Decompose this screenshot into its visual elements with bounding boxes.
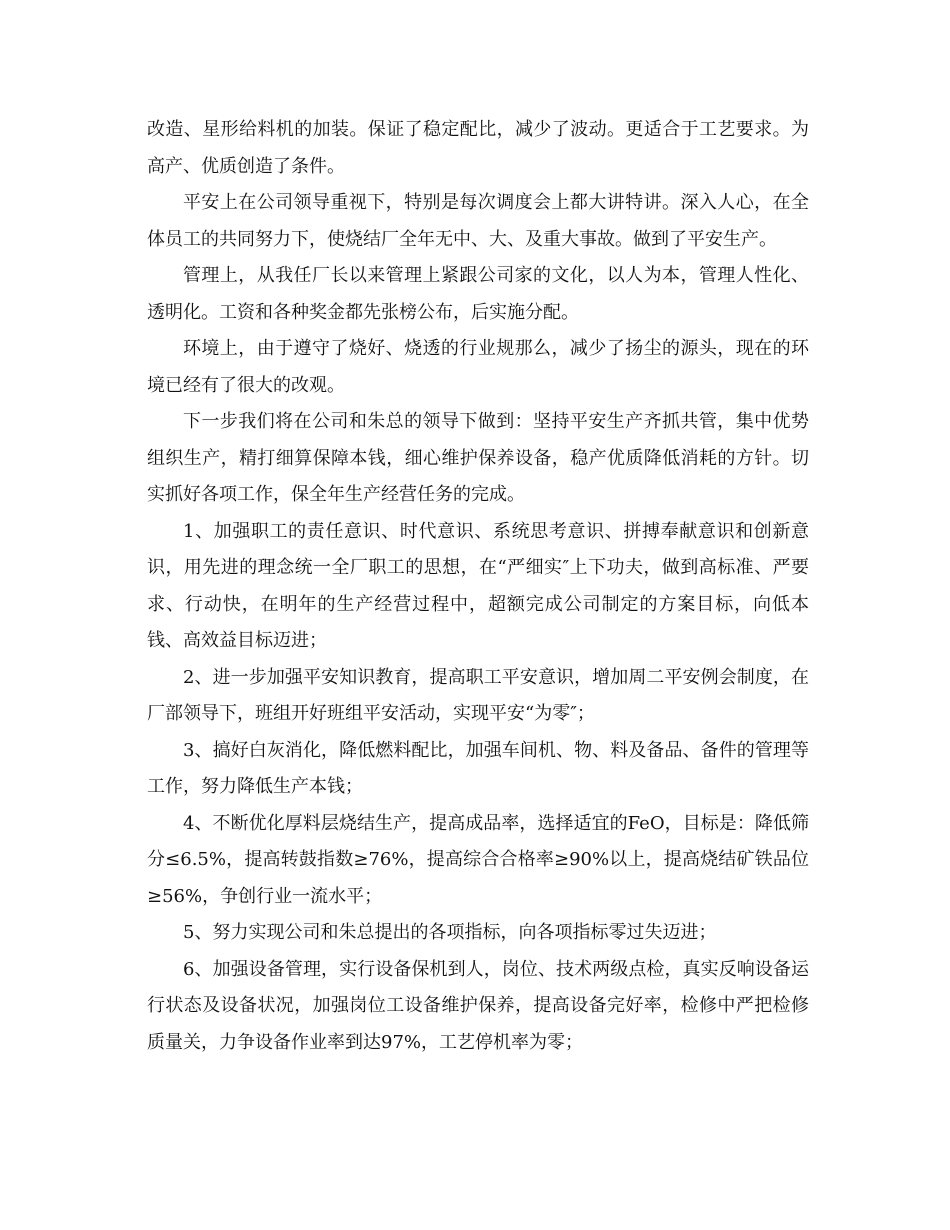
list-item-3: 3、搞好白灰消化，降低燃料配比，加强车间机、物、料及备品、备件的管理等工作，努力降低生产本钱； [147,739,809,797]
paragraph-next-steps: 下一步我们将在公司和朱总的领导下做到：坚持平安生产齐抓共管，集中优势组织生产，精打细算保障本钱，细心维护保养设备，稳产优质降低消耗的方针。切实抓好各项工作，保全年生产经营任务的完成。 [147,411,809,505]
paragraph-management: 管理上，从我任厂长以来管理上紧跟公司家的文化，以人为本，管理人性化、透明化。工资和各种奖金都先张榜公布，后实施分配。 [147,265,809,323]
document-body [147,112,809,1061]
paragraph-environment: 环境上，由于遵守了烧好、烧透的行业规那么，减少了扬尘的源头，现在的环境已经有了很大的改观。 [147,338,809,396]
list-item-2: 2、进一步加强平安知识教育，提高职工平安意识，增加周二平安例会制度，在厂部领导下，班组开好班组平安活动，实现平安“为零″； [147,666,809,724]
list-item-4: 4、不断优化厚料层烧结生产，提高成品率，选择适宜的FeO，目标是：降低筛分≤6.5%，提高转鼓指数≥76%，提高综合合格率≥90%以上，提高烧结矿铁品位≥56%，争创行业一流水平； [147,812,809,907]
list-item-5: 5、努力实现公司和朱总提出的各项指标，向各项指标零过失迈进； [183,922,717,943]
list-item-1: 1、加强职工的责任意识、时代意识、系统思考意识、拼搏奉献意识和创新意识，用先进的理念统一全厂职工的思想，在“严细实″上下功夫，做到高标准、严要求、行动快，在明年的生产经营过程中，超额完成公司制定的方案目标，向低本钱、高效益目标迈进； [147,520,809,651]
paragraph-continuation: 改造、星形给料机的加装。保证了稳定配比，减少了波动。更适合于工艺要求。为高产、优质创造了条件。 [147,119,809,177]
paragraph-safety: 平安上在公司领导重视下，特别是每次调度会上都大讲特讲。深入人心，在全体员工的共同努力下，使烧结厂全年无中、大、及重大事故。做到了平安生产。 [147,192,809,250]
list-item-6: 6、加强设备管理，实行设备保机到人，岗位、技术两级点检，真实反响设备运行状态及设备状况，加强岗位工设备维护保养，提高设备完好率，检修中严把检修质量关，力争设备作业率到达97%，工艺停机率为零； [147,958,809,1053]
